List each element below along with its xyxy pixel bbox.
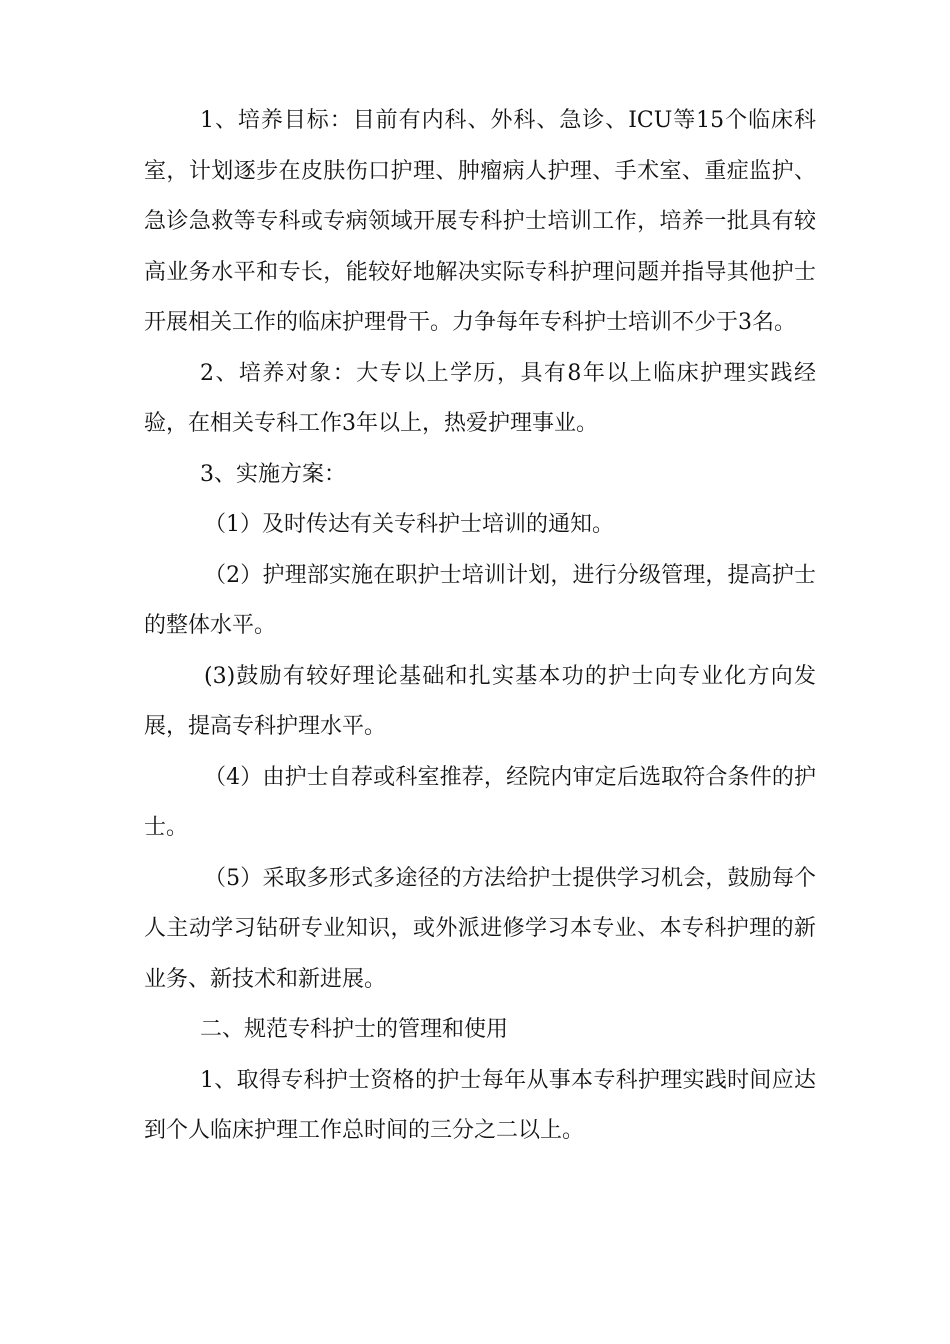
- paragraph-training-goal: 1、培养目标：目前有内科、外科、急诊、ICU等15个临床科室，计划逐步在皮肤伤口护理、肿瘤病人护理、手术室、重症监护、急诊急救等专科或专病领域开展专科护士培训工作，培养一批具有较高业务水平和专长，能较好地解决实际专科护理问题并指导其他护士开展相关工作的临床护理骨干。力争每年专科护士培训不少于3名。: [144, 108, 816, 335]
- paragraph-item-2: （2）护理部实施在职护士培训计划，进行分级管理，提高护士的整体水平。: [144, 562, 816, 638]
- paragraph-item-3: (3)鼓励有较好理论基础和扎实基本功的护士向专业化方向发展，提高专科护理水平。: [144, 663, 816, 739]
- paragraph-item-1: （1）及时传达有关专科护士培训的通知。: [204, 512, 614, 537]
- document-body: [144, 96, 816, 1157]
- section-heading-management: 二、规范专科护士的管理和使用: [200, 1017, 509, 1042]
- paragraph-implementation-heading: 3、实施方案：: [200, 461, 346, 487]
- paragraph-management-1: 1、取得专科护士资格的护士每年从事本专科护理实践时间应达到个人临床护理工作总时间的三分之二以上。: [144, 1067, 816, 1143]
- paragraph-item-4: （4）由护士自荐或科室推荐，经院内审定后选取符合条件的护士。: [144, 764, 816, 840]
- paragraph-training-target: 2、培养对象：大专以上学历，具有8年以上临床护理实践经验，在相关专科工作3年以上，热爱护理事业。: [144, 360, 816, 436]
- paragraph-item-5: （5）采取多形式多途径的方法给护士提供学习机会，鼓励每个人主动学习钻研专业知识，或外派进修学习本专业、本专科护理的新业务、新技术和新进展。: [144, 865, 816, 992]
